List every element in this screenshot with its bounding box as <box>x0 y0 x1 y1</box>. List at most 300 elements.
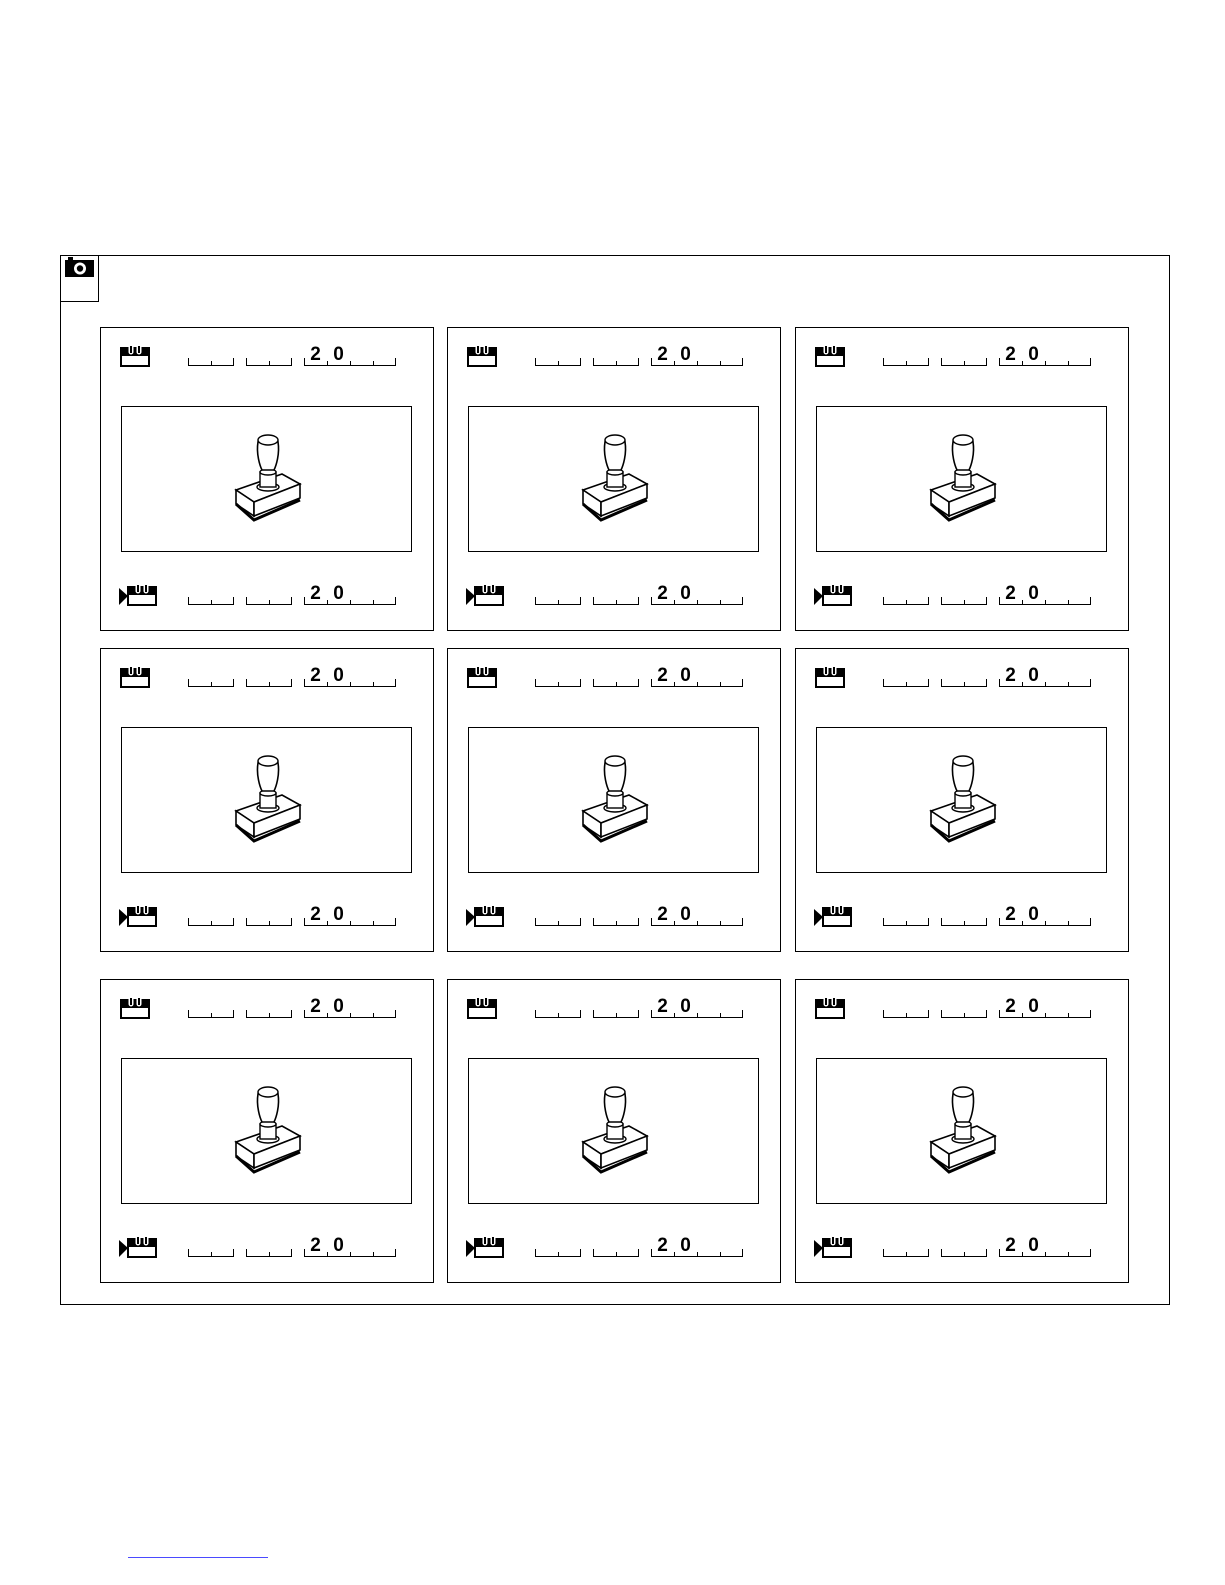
year-digit: 2 <box>657 665 668 686</box>
field-tick <box>941 1010 942 1018</box>
field-tick <box>616 1252 617 1257</box>
year-field[interactable] <box>304 1237 396 1257</box>
field-tick <box>580 1010 581 1018</box>
field-tick <box>558 361 559 366</box>
field-tick <box>720 361 721 366</box>
field-tick <box>373 682 374 687</box>
year-digit: 2 <box>310 996 321 1017</box>
field-tick <box>638 679 639 687</box>
month-field[interactable] <box>246 1237 292 1257</box>
field-tick <box>593 1010 594 1018</box>
year-field[interactable] <box>651 667 743 687</box>
bottom-date-field[interactable] <box>535 585 750 605</box>
year-digit: 2 <box>1005 996 1016 1017</box>
stamp-area[interactable] <box>816 727 1107 873</box>
month-field[interactable] <box>941 667 987 687</box>
field-tick <box>593 1249 594 1257</box>
month-field[interactable] <box>593 585 639 605</box>
year-field[interactable] <box>304 667 396 687</box>
field-tick <box>535 679 536 687</box>
month-field[interactable] <box>941 1237 987 1257</box>
year-digit: 2 <box>657 344 668 365</box>
field-tick <box>593 358 594 366</box>
year-prefix <box>999 1235 1045 1257</box>
field-tick <box>188 597 189 605</box>
field-tick <box>580 918 581 926</box>
year-prefix <box>651 583 697 605</box>
year-field[interactable] <box>304 998 396 1018</box>
field-tick <box>941 358 942 366</box>
stamp-area[interactable] <box>121 1058 412 1204</box>
day-field[interactable] <box>883 906 929 926</box>
year-field[interactable] <box>651 346 743 366</box>
top-date-field[interactable] <box>535 667 750 687</box>
field-tick <box>906 921 907 926</box>
field-tick <box>964 1013 965 1018</box>
field-tick <box>928 597 929 605</box>
field-tick <box>742 1249 743 1257</box>
field-tick <box>964 600 965 605</box>
calendar-arrow-icon <box>814 1234 854 1265</box>
field-tick <box>986 679 987 687</box>
field-tick <box>986 358 987 366</box>
field-tick <box>395 1010 396 1018</box>
calendar-arrow-icon <box>466 582 506 613</box>
year-digit: 0 <box>333 996 344 1017</box>
field-tick <box>291 1010 292 1018</box>
field-tick <box>373 361 374 366</box>
field-tick <box>941 918 942 926</box>
field-tick <box>964 361 965 366</box>
field-tick <box>1090 679 1091 687</box>
month-field[interactable] <box>941 906 987 926</box>
year-prefix <box>304 665 350 687</box>
field-tick <box>638 1249 639 1257</box>
field-tick <box>906 682 907 687</box>
year-field[interactable] <box>651 585 743 605</box>
field-tick <box>928 358 929 366</box>
field-tick <box>742 1010 743 1018</box>
stamp-area[interactable] <box>121 406 412 552</box>
field-tick <box>373 921 374 926</box>
day-field[interactable] <box>535 346 581 366</box>
year-digit: 0 <box>680 996 691 1017</box>
field-tick <box>1045 1252 1046 1257</box>
year-digit: 0 <box>680 904 691 925</box>
bottom-date-field[interactable] <box>535 906 750 926</box>
calendar-icon <box>815 995 847 1026</box>
year-digit: 2 <box>1005 1235 1016 1256</box>
field-tick <box>616 921 617 926</box>
footer-link-line <box>128 1557 268 1558</box>
year-digit: 2 <box>310 583 321 604</box>
field-tick <box>1068 682 1069 687</box>
field-tick <box>1045 600 1046 605</box>
year-digit: 2 <box>657 996 668 1017</box>
year-field[interactable] <box>651 1237 743 1257</box>
day-field[interactable] <box>883 585 929 605</box>
month-field[interactable] <box>593 346 639 366</box>
field-tick <box>986 1010 987 1018</box>
stamp-area[interactable] <box>468 1058 759 1204</box>
field-tick <box>291 918 292 926</box>
field-tick <box>269 1252 270 1257</box>
field-tick <box>246 597 247 605</box>
field-tick <box>211 682 212 687</box>
field-tick <box>350 361 351 366</box>
field-tick <box>638 918 639 926</box>
field-tick <box>211 600 212 605</box>
stamp-area[interactable] <box>816 1058 1107 1204</box>
year-prefix <box>651 344 697 366</box>
field-tick <box>883 1010 884 1018</box>
year-field[interactable] <box>304 585 396 605</box>
field-tick <box>928 1249 929 1257</box>
field-tick <box>188 918 189 926</box>
field-tick <box>350 921 351 926</box>
field-tick <box>941 1249 942 1257</box>
stamp-card <box>100 327 434 631</box>
month-field[interactable] <box>593 1237 639 1257</box>
year-digit: 2 <box>310 665 321 686</box>
field-tick <box>883 358 884 366</box>
field-tick <box>211 1013 212 1018</box>
year-prefix <box>999 583 1045 605</box>
field-tick <box>246 918 247 926</box>
day-field[interactable] <box>883 1237 929 1257</box>
field-tick <box>697 1252 698 1257</box>
field-tick <box>350 600 351 605</box>
year-field[interactable] <box>999 346 1091 366</box>
bottom-date-field[interactable] <box>188 585 403 605</box>
field-tick <box>291 358 292 366</box>
day-field[interactable] <box>535 1237 581 1257</box>
field-tick <box>535 597 536 605</box>
field-tick <box>535 1249 536 1257</box>
stamp-card <box>100 979 434 1283</box>
field-tick <box>964 1252 965 1257</box>
field-tick <box>535 918 536 926</box>
year-digit: 0 <box>1028 583 1039 604</box>
field-tick <box>1068 600 1069 605</box>
calendar-arrow-icon <box>119 1234 159 1265</box>
field-tick <box>986 597 987 605</box>
field-tick <box>638 597 639 605</box>
day-field[interactable] <box>535 585 581 605</box>
year-field[interactable] <box>999 998 1091 1018</box>
bottom-date-field[interactable] <box>883 906 1098 926</box>
field-tick <box>580 597 581 605</box>
calendar-icon <box>815 343 847 374</box>
top-date-field[interactable] <box>883 667 1098 687</box>
field-tick <box>883 1249 884 1257</box>
month-field[interactable] <box>593 998 639 1018</box>
field-tick <box>697 600 698 605</box>
calendar-icon <box>120 664 152 695</box>
field-tick <box>233 358 234 366</box>
field-tick <box>720 1252 721 1257</box>
top-date-field[interactable] <box>883 346 1098 366</box>
field-tick <box>535 358 536 366</box>
field-tick <box>373 600 374 605</box>
calendar-icon <box>467 995 499 1026</box>
year-prefix <box>304 344 350 366</box>
day-field[interactable] <box>188 1237 234 1257</box>
field-tick <box>395 358 396 366</box>
field-tick <box>742 597 743 605</box>
field-tick <box>291 597 292 605</box>
month-field[interactable] <box>941 346 987 366</box>
stamp-area[interactable] <box>468 406 759 552</box>
year-field[interactable] <box>304 346 396 366</box>
field-tick <box>558 921 559 926</box>
year-prefix <box>651 665 697 687</box>
year-prefix <box>651 904 697 926</box>
field-tick <box>928 918 929 926</box>
month-field[interactable] <box>593 906 639 926</box>
field-tick <box>1045 1013 1046 1018</box>
year-digit: 2 <box>1005 904 1016 925</box>
day-field[interactable] <box>188 906 234 926</box>
field-tick <box>720 1013 721 1018</box>
field-tick <box>720 600 721 605</box>
field-tick <box>593 679 594 687</box>
field-tick <box>986 1249 987 1257</box>
year-prefix <box>304 904 350 926</box>
calendar-arrow-icon <box>119 582 159 613</box>
field-tick <box>1045 682 1046 687</box>
field-tick <box>697 921 698 926</box>
stamp-card <box>795 979 1129 1283</box>
year-digit: 0 <box>333 904 344 925</box>
field-tick <box>742 918 743 926</box>
field-tick <box>1068 1013 1069 1018</box>
year-digit: 2 <box>310 1235 321 1256</box>
field-tick <box>246 1010 247 1018</box>
field-tick <box>964 921 965 926</box>
month-field[interactable] <box>246 906 292 926</box>
stamp-card <box>447 648 781 952</box>
calendar-icon <box>120 343 152 374</box>
field-tick <box>269 600 270 605</box>
camera-icon-box <box>61 256 99 302</box>
year-digit: 2 <box>1005 583 1016 604</box>
field-tick <box>593 918 594 926</box>
bottom-date-field[interactable] <box>188 1237 403 1257</box>
field-tick <box>188 1010 189 1018</box>
calendar-arrow-icon <box>466 1234 506 1265</box>
calendar-arrow-icon <box>814 582 854 613</box>
field-tick <box>593 597 594 605</box>
field-tick <box>1090 358 1091 366</box>
field-tick <box>941 597 942 605</box>
month-field[interactable] <box>246 346 292 366</box>
field-tick <box>1068 921 1069 926</box>
bottom-date-field[interactable] <box>188 906 403 926</box>
field-tick <box>697 682 698 687</box>
bottom-date-field[interactable] <box>883 1237 1098 1257</box>
calendar-arrow-icon <box>466 903 506 934</box>
month-field[interactable] <box>246 585 292 605</box>
field-tick <box>395 918 396 926</box>
field-tick <box>246 358 247 366</box>
field-tick <box>906 1013 907 1018</box>
top-date-field[interactable] <box>188 346 403 366</box>
month-field[interactable] <box>246 998 292 1018</box>
year-prefix <box>999 996 1045 1018</box>
year-prefix <box>651 1235 697 1257</box>
year-digit: 0 <box>333 1235 344 1256</box>
field-tick <box>616 1013 617 1018</box>
field-tick <box>964 682 965 687</box>
field-tick <box>350 1252 351 1257</box>
top-date-field[interactable] <box>188 998 403 1018</box>
top-date-field[interactable] <box>883 998 1098 1018</box>
year-field[interactable] <box>999 906 1091 926</box>
field-tick <box>233 1010 234 1018</box>
day-field[interactable] <box>883 346 929 366</box>
calendar-icon <box>815 664 847 695</box>
calendar-icon <box>467 343 499 374</box>
field-tick <box>350 1013 351 1018</box>
field-tick <box>1090 918 1091 926</box>
field-tick <box>928 1010 929 1018</box>
year-prefix <box>304 583 350 605</box>
day-field[interactable] <box>535 667 581 687</box>
year-field[interactable] <box>999 585 1091 605</box>
day-field[interactable] <box>188 346 234 366</box>
field-tick <box>558 600 559 605</box>
year-digit: 0 <box>680 583 691 604</box>
year-digit: 0 <box>680 665 691 686</box>
field-tick <box>558 1252 559 1257</box>
field-tick <box>373 1013 374 1018</box>
year-digit: 0 <box>333 665 344 686</box>
day-field[interactable] <box>883 998 929 1018</box>
field-tick <box>580 358 581 366</box>
field-tick <box>1090 597 1091 605</box>
stamp-area[interactable] <box>121 727 412 873</box>
field-tick <box>211 361 212 366</box>
field-tick <box>188 679 189 687</box>
field-tick <box>638 1010 639 1018</box>
field-tick <box>697 1013 698 1018</box>
field-tick <box>580 1249 581 1257</box>
stamp-area[interactable] <box>816 406 1107 552</box>
field-tick <box>697 361 698 366</box>
field-tick <box>1045 921 1046 926</box>
day-field[interactable] <box>188 585 234 605</box>
bottom-date-field[interactable] <box>883 585 1098 605</box>
year-field[interactable] <box>999 667 1091 687</box>
calendar-arrow-icon <box>814 903 854 934</box>
calendar-icon <box>120 995 152 1026</box>
month-field[interactable] <box>941 998 987 1018</box>
year-digit: 2 <box>657 583 668 604</box>
field-tick <box>233 918 234 926</box>
top-date-field[interactable] <box>535 998 750 1018</box>
stamp-card <box>447 979 781 1283</box>
bottom-date-field[interactable] <box>535 1237 750 1257</box>
field-tick <box>233 597 234 605</box>
top-date-field[interactable] <box>535 346 750 366</box>
field-tick <box>1090 1249 1091 1257</box>
field-tick <box>1045 361 1046 366</box>
year-field[interactable] <box>999 1237 1091 1257</box>
year-prefix <box>651 996 697 1018</box>
day-field[interactable] <box>535 998 581 1018</box>
year-digit: 2 <box>1005 665 1016 686</box>
month-field[interactable] <box>941 585 987 605</box>
field-tick <box>906 600 907 605</box>
calendar-arrow-icon <box>119 903 159 934</box>
day-field[interactable] <box>188 667 234 687</box>
year-digit: 0 <box>1028 344 1039 365</box>
field-tick <box>558 1013 559 1018</box>
stamp-card <box>795 327 1129 631</box>
field-tick <box>986 918 987 926</box>
field-tick <box>269 1013 270 1018</box>
field-tick <box>211 1252 212 1257</box>
field-tick <box>720 682 721 687</box>
year-digit: 0 <box>680 344 691 365</box>
month-field[interactable] <box>593 667 639 687</box>
top-date-field[interactable] <box>188 667 403 687</box>
field-tick <box>350 682 351 687</box>
field-tick <box>188 358 189 366</box>
field-tick <box>395 679 396 687</box>
year-field[interactable] <box>304 906 396 926</box>
field-tick <box>211 921 212 926</box>
field-tick <box>742 679 743 687</box>
year-digit: 0 <box>1028 996 1039 1017</box>
field-tick <box>720 921 721 926</box>
stamp-card <box>447 327 781 631</box>
month-field[interactable] <box>246 667 292 687</box>
year-prefix <box>999 344 1045 366</box>
year-digit: 0 <box>333 344 344 365</box>
year-digit: 0 <box>1028 904 1039 925</box>
field-tick <box>742 358 743 366</box>
day-field[interactable] <box>883 667 929 687</box>
field-tick <box>616 361 617 366</box>
camera-icon <box>64 256 96 278</box>
stamp-card <box>795 648 1129 952</box>
day-field[interactable] <box>535 906 581 926</box>
field-tick <box>291 1249 292 1257</box>
year-digit: 2 <box>1005 344 1016 365</box>
field-tick <box>246 679 247 687</box>
year-digit: 2 <box>657 904 668 925</box>
field-tick <box>883 597 884 605</box>
field-tick <box>233 679 234 687</box>
field-tick <box>580 679 581 687</box>
field-tick <box>535 1010 536 1018</box>
field-tick <box>638 358 639 366</box>
year-field[interactable] <box>651 906 743 926</box>
field-tick <box>188 1249 189 1257</box>
year-digit: 2 <box>657 1235 668 1256</box>
field-tick <box>395 597 396 605</box>
field-tick <box>906 361 907 366</box>
stamp-area[interactable] <box>468 727 759 873</box>
stamp-card <box>100 648 434 952</box>
day-field[interactable] <box>188 998 234 1018</box>
field-tick <box>395 1249 396 1257</box>
field-tick <box>616 600 617 605</box>
year-field[interactable] <box>651 998 743 1018</box>
field-tick <box>291 679 292 687</box>
